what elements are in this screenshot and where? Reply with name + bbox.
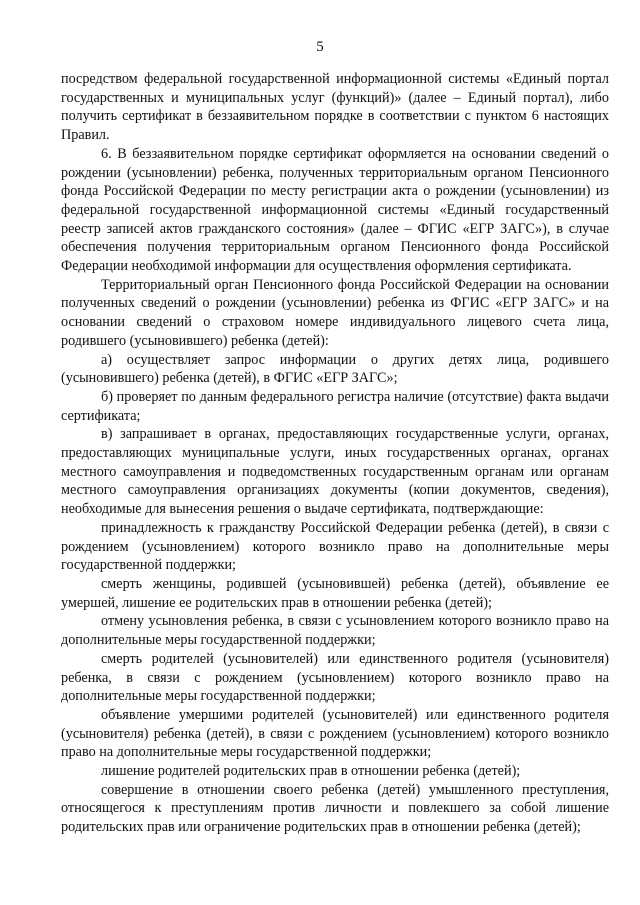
subitem-v: в) запрашивает в органах, предоставляющих государственные услуги, органах, предоставляющих муниципальные услуги, иных государственных органах, органах местного самоуправления и подведомственных государственным органам или органам местного самоуправления организациях документы (копии документов, сведения), необходимые для вынесения решения о выдаче сертификата, подтверждающие: bbox=[61, 426, 609, 518]
paragraph-territorial-body: Территориальный орган Пенсионного фонда Российской Федерации на основании полученных сведений о рождении (усыновлении) ребенка из ФГИС «ЕГР ЗАГС» и на основании сведений о страховом номере индивидуального лицевого счета лица, родившего (усыновившего) ребенка (детей): bbox=[61, 276, 609, 349]
paragraph-item-6: 6. В беззаявительном порядке сертификат оформляется на основании сведений о рождении (усыновлении) ребенка, полученных территориальным органом Пенсионного фонда Российской Федерации по месту регистрации акта о рождении (усыновлении) из федеральной государственной информационной системы «Единый государственный реестр записей актов гражданского состояния» (далее – ФГИС «ЕГР ЗАГС»), в случае обеспечения получения территориальным органом Пенсионного фонда Российской Федерации необходимой информации для осуществления оформления сертификата. bbox=[61, 145, 609, 275]
subitem-a: а) осуществляет запрос информации о других детях лица, родившего (усыновившего) ребенка (детей), в ФГИС «ЕГР ЗАГС»; bbox=[61, 351, 609, 387]
list-item-citizenship: принадлежность к гражданству Российской Федерации ребенка (детей), в связи с рождением (усыновлением) которого возникло право на дополнительные меры государственной поддержки; bbox=[61, 519, 609, 574]
page-number: 5 bbox=[316, 39, 324, 55]
list-item-death-of-parents: смерть родителей (усыновителей) или единственного родителя (усыновителя) ребенка, в связи с рождением (усыновлением) которого возникло право на дополнительные меры государственной поддержки; bbox=[61, 650, 609, 705]
list-item-death-of-woman: смерть женщины, родившей (усыновившей) ребенка (детей), объявление ее умершей, лишение ее родительских прав в отношении ребенка (детей); bbox=[61, 575, 609, 611]
subitem-b: б) проверяет по данным федерального регистра наличие (отсутствие) факта выдачи сертификата; bbox=[61, 388, 609, 424]
list-item-adoption-cancel: отмену усыновления ребенка, в связи с усыновлением которого возникло право на дополнительные меры государственной поддержки; bbox=[61, 613, 609, 649]
list-item-crime: совершение в отношении своего ребенка (детей) умышленного преступления, относящегося к преступлениям против личности и повлекшего за собой лишение родительских прав или ограничение родительских прав в отношении ребенка (детей); bbox=[61, 781, 609, 836]
paragraph-continuation: посредством федеральной государственной информационной системы «Единый портал государственных и муниципальных услуг (функций)» (далее – Единый портал), либо получить сертификат в беззаявительном порядке в соответствии с пунктом 6 настоящих Правил. bbox=[61, 71, 609, 144]
list-item-deprivation-rights: лишение родителей родительских прав в отношении ребенка (детей); bbox=[101, 763, 521, 780]
document-body bbox=[61, 70, 609, 837]
list-item-declared-dead: объявление умершими родителей (усыновителей) или единственного родителя (усыновителя) ребенка (детей), в связи с рождением (усыновлением) которого возникло право на дополнительные меры государственной поддержки; bbox=[61, 706, 609, 761]
